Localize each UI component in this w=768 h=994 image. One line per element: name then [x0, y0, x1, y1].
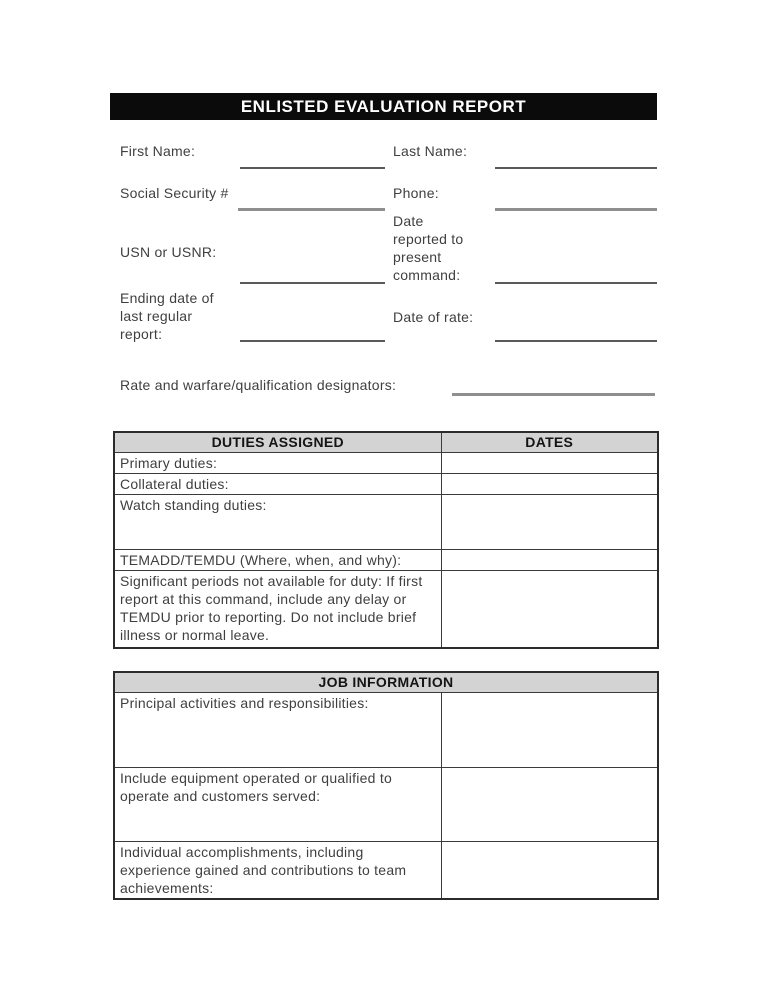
field-line-first-name[interactable] [240, 167, 385, 169]
field-label-usn-usnr: USN or USNR: [120, 244, 217, 260]
job-entry-cell-individual-accomplishments[interactable] [441, 842, 658, 900]
duties-dates-cell-temadd-temdu[interactable] [441, 550, 658, 571]
duties-header-duties-assigned: DUTIES ASSIGNED [114, 432, 441, 453]
job-label-equipment-operated: Include equipment operated or qualified to operate and customers served: [114, 768, 441, 842]
table-row [114, 495, 658, 550]
duties-dates-cell-collateral[interactable] [441, 474, 658, 495]
duties-header-dates: DATES [441, 432, 658, 453]
field-line-usn-usnr[interactable] [240, 282, 385, 284]
field-line-phone[interactable] [495, 208, 657, 211]
field-label-ending-date: Ending date of last regular report: [120, 290, 214, 342]
job-entry-cell-equipment-operated[interactable] [441, 768, 658, 842]
field-line-last-name[interactable] [495, 167, 657, 169]
job-information-table [113, 671, 659, 900]
table-row [114, 842, 658, 900]
duties-label-watch-standing: Watch standing duties: [114, 495, 441, 550]
duties-table [113, 431, 659, 649]
field-label-rate-designators: Rate and warfare/qualification designators: [120, 377, 397, 393]
duties-dates-cell-significant-periods[interactable] [441, 571, 658, 648]
duties-label-collateral: Collateral duties: [114, 474, 441, 495]
field-line-ending-date[interactable] [240, 340, 385, 342]
duties-label-significant-periods: Significant periods not available for duty: If first report at this command, include any delay or TEMDU prior to reporting. Do not include brief illness or normal leave. [114, 571, 441, 648]
duties-dates-cell-primary[interactable] [441, 453, 658, 474]
form-title-bar [110, 93, 657, 120]
field-label-ssn: Social Security # [120, 185, 229, 201]
duties-label-temadd-temdu: TEMADD/TEMDU (Where, when, and why): [114, 550, 441, 571]
job-label-principal-activities: Principal activities and responsibilities: [114, 693, 441, 768]
job-header-row [114, 672, 658, 693]
table-row [114, 571, 658, 648]
duties-label-primary: Primary duties: [114, 453, 441, 474]
field-line-date-reported[interactable] [495, 282, 657, 284]
job-header-job-information: JOB INFORMATION [114, 672, 658, 693]
table-row [114, 453, 658, 474]
duties-header-row [114, 432, 658, 453]
table-row [114, 474, 658, 495]
table-row [114, 768, 658, 842]
field-label-date-reported: Date reported to present command: [393, 213, 464, 283]
field-label-phone: Phone: [393, 185, 439, 201]
job-label-individual-accomplishments: Individual accomplishments, including experience gained and contributions to team achievements: [114, 842, 441, 900]
field-label-last-name: Last Name: [393, 143, 468, 159]
field-line-rate-designators[interactable] [452, 393, 655, 396]
field-label-date-of-rate: Date of rate: [393, 309, 474, 325]
table-row [114, 550, 658, 571]
field-line-date-of-rate[interactable] [495, 340, 657, 342]
form-title: ENLISTED EVALUATION REPORT [240, 97, 527, 116]
table-row [114, 693, 658, 768]
job-entry-cell-principal-activities[interactable] [441, 693, 658, 768]
field-line-ssn[interactable] [238, 208, 385, 211]
duties-dates-cell-watch-standing[interactable] [441, 495, 658, 550]
field-label-first-name: First Name: [120, 143, 196, 159]
